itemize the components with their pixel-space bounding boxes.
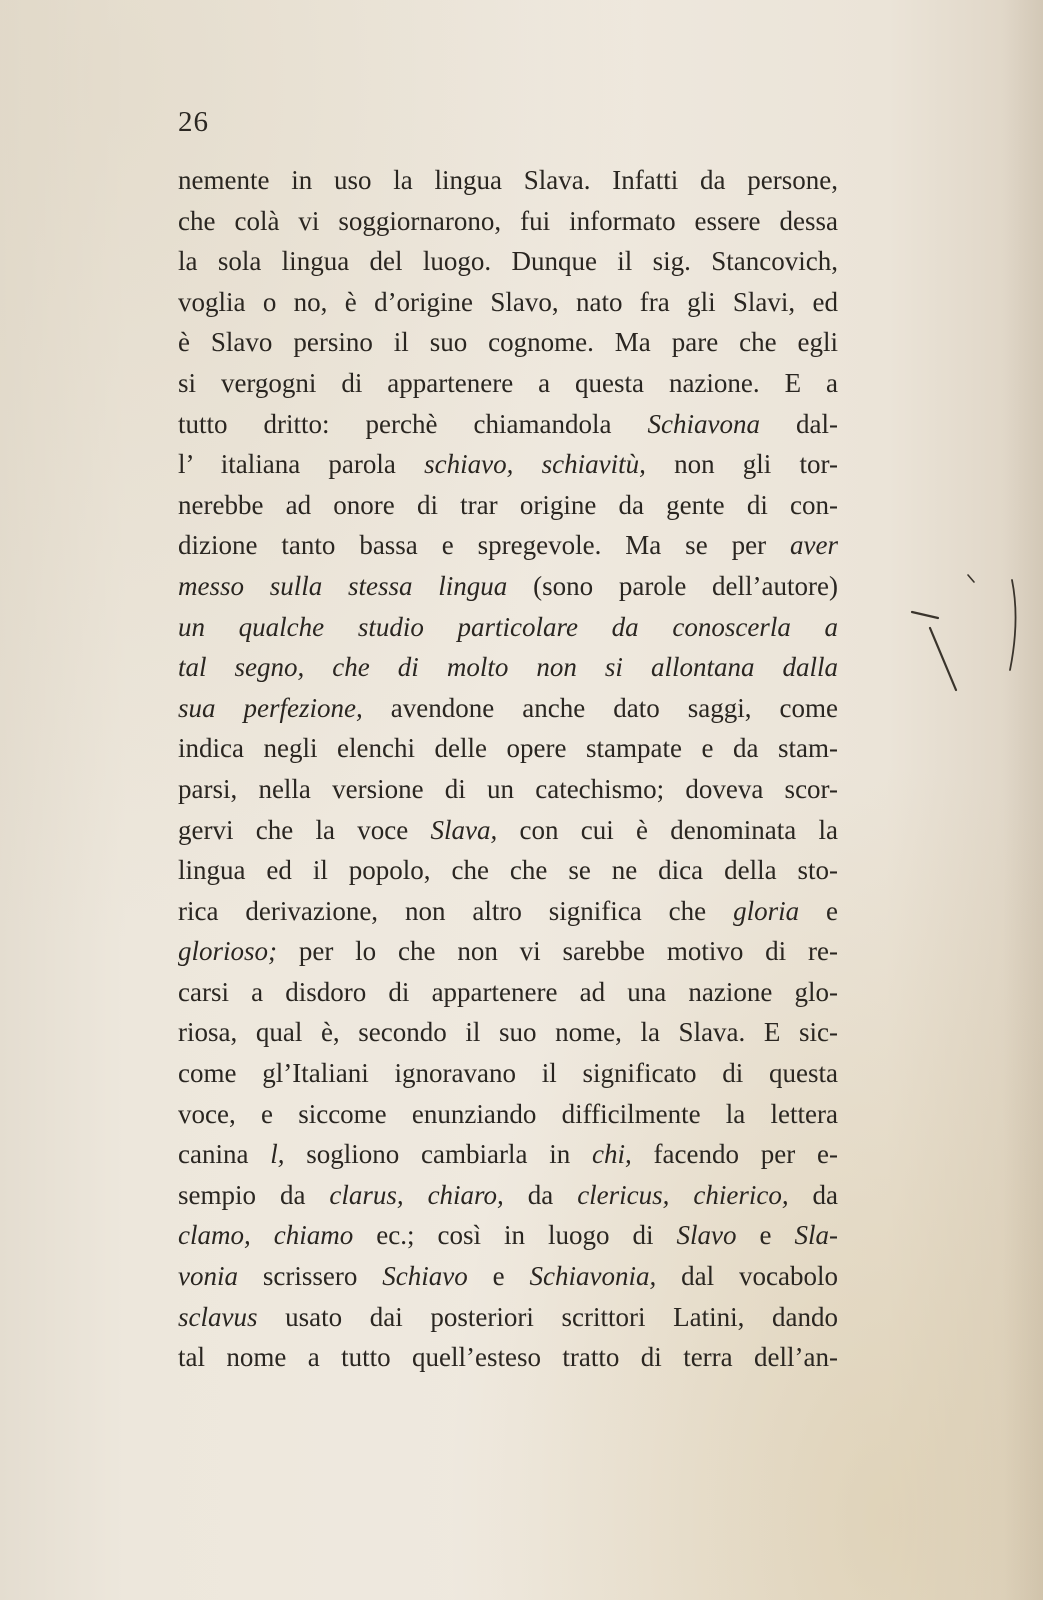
- text-segment: avendone anche dato saggi, come: [362, 692, 838, 723]
- text-line: [178, 201, 838, 242]
- text-segment: voglia o no, è d’origine Slavo, nato fra gli Slavi, ed: [178, 286, 838, 317]
- margin-pencil-marks: [900, 570, 1030, 710]
- text-line: [178, 1094, 838, 1135]
- page-number: 26: [178, 106, 209, 138]
- text-segment: da: [503, 1179, 578, 1210]
- text-line: [178, 363, 838, 404]
- text-segment: ec.; così in luogo di: [353, 1220, 677, 1251]
- text-line: [178, 322, 838, 363]
- italic-text-segment: Schiavona: [647, 408, 760, 439]
- text-segment: tutto dritto: perchè chiamandola: [178, 408, 648, 439]
- italic-text-segment: un qualche studio particolare da conoscerla a: [178, 611, 838, 642]
- text-line: [178, 769, 838, 810]
- text-segment: tal nome a tutto quell’esteso tratto di terra dell’an-: [178, 1342, 838, 1373]
- text-line: [178, 1012, 838, 1053]
- text-segment: l’ italiana parola: [178, 449, 425, 480]
- text-segment: la sola lingua del luogo. Dunque il sig. Stancovich,: [178, 246, 838, 277]
- italic-text-segment: clarus, chiaro,: [329, 1179, 504, 1210]
- text-line: [178, 566, 838, 607]
- text-segment: usato dai posteriori scrittori Latini, dando: [257, 1301, 838, 1332]
- text-line: [178, 525, 838, 566]
- text-line: [178, 931, 838, 972]
- text-line: [178, 1134, 838, 1175]
- text-segment: indica negli elenchi delle opere stampate e da stam-: [178, 733, 838, 764]
- text-segment: dal-: [759, 408, 838, 439]
- text-segment: come gl’Italiani ignoravano il significato di questa: [178, 1058, 838, 1089]
- text-line: [178, 160, 838, 201]
- text-line: [178, 850, 838, 891]
- text-segment: e: [799, 895, 838, 926]
- italic-text-segment: Schiavonia,: [529, 1261, 657, 1292]
- text-line: [178, 282, 838, 323]
- text-segment: da: [788, 1179, 838, 1210]
- body-text: [178, 160, 838, 1378]
- text-segment: e: [736, 1220, 795, 1251]
- italic-text-segment: Schiavo: [382, 1261, 468, 1292]
- text-line: [178, 647, 838, 688]
- text-line: [178, 241, 838, 282]
- text-segment: dizione tanto bassa e spregevole. Ma se per: [178, 530, 791, 561]
- text-segment: parsi, nella versione di un catechismo; doveva scor-: [178, 773, 838, 804]
- text-line: [178, 1053, 838, 1094]
- italic-text-segment: glorioso;: [178, 936, 278, 967]
- italic-text-segment: tal segno, che di molto non si allontana dalla: [178, 652, 838, 683]
- text-line: [178, 1337, 838, 1378]
- text-segment: carsi a disdoro di appartenere ad una nazione glo-: [178, 976, 838, 1007]
- text-segment: si vergogni di appartenere a questa nazione. E a: [178, 367, 838, 398]
- text-line: [178, 1256, 838, 1297]
- text-line: [178, 1297, 838, 1338]
- text-segment: sogliono cambiarla in: [284, 1139, 593, 1170]
- italic-text-segment: schiavo, schiavitù,: [424, 449, 646, 480]
- italic-text-segment: clamo, chiamo: [178, 1220, 354, 1251]
- text-line: [178, 607, 838, 648]
- text-segment: e: [467, 1261, 530, 1292]
- text-segment: voce, e siccome enunziando difficilmente la lettera: [178, 1098, 838, 1129]
- text-segment: lingua ed il popolo, che che se ne dica della sto-: [178, 855, 838, 886]
- text-segment: riosa, qual è, secondo il suo nome, la Slava. E sic-: [178, 1017, 838, 1048]
- text-segment: dal vocabolo: [656, 1261, 838, 1292]
- text-line: [178, 688, 838, 729]
- text-segment: nemente in uso la lingua Slava. Infatti da persone,: [178, 165, 838, 195]
- text-segment: con cui è denominata la: [497, 814, 838, 845]
- text-segment: gervi che la voce: [178, 814, 431, 845]
- italic-text-segment: l,: [270, 1139, 285, 1170]
- text-segment: che colà vi soggiornarono, fui informato essere dessa: [178, 205, 838, 236]
- text-segment: non gli tor-: [645, 449, 838, 480]
- text-line: [178, 444, 838, 485]
- text-segment: canina: [178, 1139, 271, 1170]
- text-line: [178, 972, 838, 1013]
- italic-text-segment: Slavo: [676, 1220, 737, 1251]
- italic-text-segment: sclavus: [178, 1301, 258, 1332]
- text-line: [178, 728, 838, 769]
- text-line: [178, 485, 838, 526]
- text-segment: facendo per e-: [631, 1139, 838, 1170]
- text-segment: per lo che non vi sarebbe motivo di re-: [277, 936, 838, 967]
- italic-text-segment: clericus, chierico,: [577, 1179, 789, 1210]
- text-line: [178, 1175, 838, 1216]
- italic-text-segment: messo sulla stessa lingua: [178, 570, 508, 601]
- text-segment: nerebbe ad onore di trar origine da gente di con-: [178, 489, 838, 520]
- italic-text-segment: vonia: [178, 1261, 238, 1292]
- text-line: [178, 404, 838, 445]
- page-edge-shadow: [1003, 0, 1043, 1600]
- italic-text-segment: Slava,: [430, 814, 498, 845]
- text-segment: (sono parole dell’autore): [507, 570, 838, 601]
- text-line: [178, 810, 838, 851]
- text-segment: scrissero: [238, 1261, 383, 1292]
- italic-text-segment: Sla-: [794, 1220, 838, 1251]
- italic-text-segment: sua perfezione,: [178, 692, 363, 723]
- italic-text-segment: aver: [790, 530, 838, 561]
- text-segment: rica derivazione, non altro significa che: [178, 895, 734, 926]
- text-segment: sempio da: [178, 1179, 330, 1210]
- text-segment: è Slavo persino il suo cognome. Ma pare che egli: [178, 327, 838, 358]
- text-line: [178, 1215, 838, 1256]
- text-line: [178, 891, 838, 932]
- italic-text-segment: chi,: [592, 1139, 632, 1170]
- italic-text-segment: gloria: [733, 895, 800, 926]
